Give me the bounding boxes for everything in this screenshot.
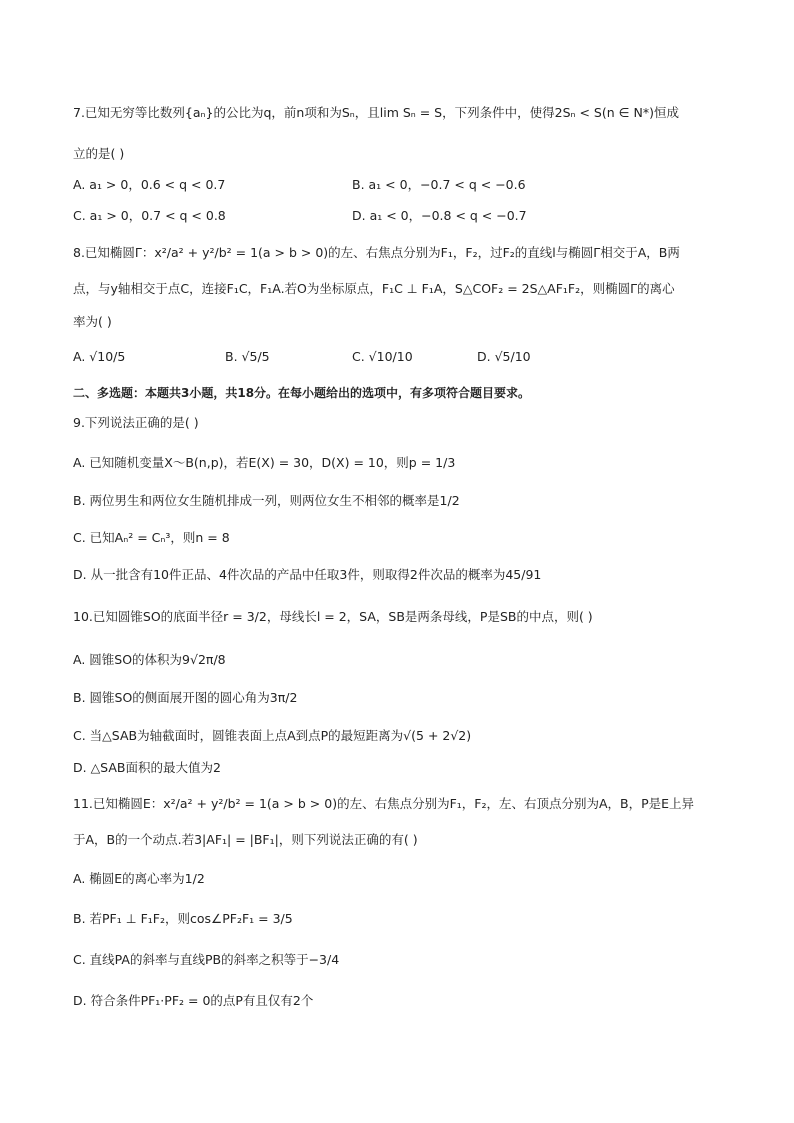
q11-option-a: A. 椭圆E的离心率为1/2 xyxy=(73,871,205,886)
q7-option-b: B. a₁ < 0，−0.7 < q < −0.6 xyxy=(352,177,526,192)
section-2-heading: 二、多选题：本题共3小题，共18分。在每小题给出的选项中，有多项符合题目要求。 xyxy=(73,386,531,400)
q7-stem-line2: 立的是( ) xyxy=(73,146,125,161)
q9-stem: 9.下列说法正确的是( ) xyxy=(73,415,199,430)
q9-option-b: B. 两位男生和两位女生随机排成一列，则两位女生不相邻的概率是1/2 xyxy=(73,493,460,508)
q11-option-b: B. 若PF₁ ⊥ F₁F₂，则cos∠PF₂F₁ = 3/5 xyxy=(73,911,293,926)
q7-option-c: C. a₁ > 0，0.7 < q < 0.8 xyxy=(73,208,226,223)
q8-option-c: C. √10/10 xyxy=(352,349,413,364)
q8-option-d: D. √5/10 xyxy=(477,349,531,364)
q11-option-c: C. 直线PA的斜率与直线PB的斜率之积等于−3/4 xyxy=(73,952,340,967)
q9-option-c: C. 已知Aₙ² = Cₙ³，则n = 8 xyxy=(73,530,230,545)
q10-stem: 10.已知圆锥SO的底面半径r = 3/2，母线长l = 2，SA，SB是两条母线，P是SB的中点，则( ) xyxy=(73,609,593,624)
q10-option-a: A. 圆锥SO的体积为9√2π/8 xyxy=(73,652,226,667)
q9-option-d: D. 从一批含有10件正品、4件次品的产品中任取3件，则取得2件次品的概率为45/91 xyxy=(73,567,542,582)
q11-stem-line2: 于A，B的一个动点.若3|AF₁| = |BF₁|，则下列说法正确的有( ) xyxy=(73,832,418,847)
q8-stem-line2: 点，与y轴相交于点C，连接F₁C，F₁A.若O为坐标原点，F₁C ⊥ F₁A，S△COF₂ = 2S△AF₁F₂，则椭圆Γ的离心 xyxy=(73,281,675,296)
q8-stem-line3: 率为( ) xyxy=(73,314,112,329)
q10-option-b: B. 圆锥SO的侧面展开图的圆心角为3π/2 xyxy=(73,690,298,705)
q8-option-b: B. √5/5 xyxy=(225,349,270,364)
q10-option-d: D. △SAB面积的最大值为2 xyxy=(73,760,221,775)
q8-stem-line1: 8.已知椭圆Γ：x²/a² + y²/b² = 1(a > b > 0)的左、右焦点分别为F₁，F₂，过F₂的直线l与椭圆Γ相交于A，B两 xyxy=(73,245,680,260)
q7-option-d: D. a₁ < 0，−0.8 < q < −0.7 xyxy=(352,208,527,223)
q8-option-a: A. √10/5 xyxy=(73,349,126,364)
q7-option-a: A. a₁ > 0，0.6 < q < 0.7 xyxy=(73,177,226,192)
q11-option-d: D. 符合条件PF₁·PF₂ = 0的点P有且仅有2个 xyxy=(73,993,314,1008)
q7-stem-line1: 7.已知无穷等比数列{aₙ}的公比为q，前n项和为Sₙ，且lim Sₙ = S，下列条件中，使得2Sₙ < S(n ∈ N*)恒成 xyxy=(73,105,679,120)
q9-option-a: A. 已知随机变量X～B(n,p)，若E(X) = 30，D(X) = 10，则p = 1/3 xyxy=(73,455,456,470)
q11-stem-line1: 11.已知椭圆E：x²/a² + y²/b² = 1(a > b > 0)的左、右焦点分别为F₁，F₂，左、右顶点分别为A，B，P是E上异 xyxy=(73,796,695,811)
q10-option-c: C. 当△SAB为轴截面时，圆锥表面上点A到点P的最短距离为√(5 + 2√2) xyxy=(73,728,472,743)
